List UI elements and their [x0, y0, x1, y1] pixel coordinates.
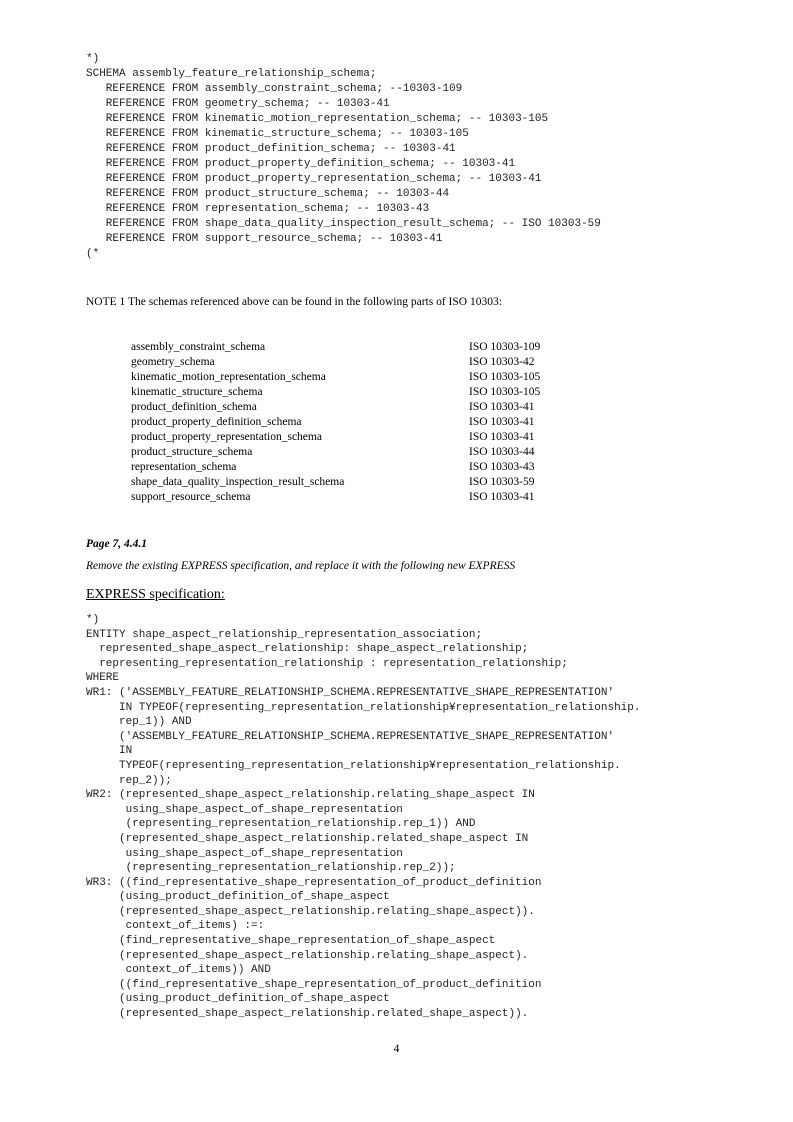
code-line: REFERENCE FROM product_definition_schema; -- 10303-41: [86, 143, 456, 155]
code-line: IN TYPEOF(representing_representation_relationship¥representation_relationship.: [86, 701, 641, 714]
code-line: using_shape_aspect_of_shape_representation: [86, 847, 403, 860]
code-line: (using_product_definition_of_shape_aspect: [86, 993, 390, 1006]
note-1: NOTE 1 The schemas referenced above can be found in the following parts of ISO 10303:: [86, 296, 502, 308]
code-line: REFERENCE FROM kinematic_structure_schema; -- 10303-105: [86, 128, 469, 140]
code-line: rep_2));: [86, 774, 172, 787]
schema-name: product_structure_schema: [131, 446, 253, 458]
iso-part-number: ISO 10303-41: [469, 416, 535, 428]
iso-part-number: ISO 10303-59: [469, 476, 535, 488]
code-line: (representing_representation_relationship.rep_1)) AND: [86, 818, 476, 831]
code-line: context_of_items)) AND: [86, 964, 271, 977]
code-line: REFERENCE FROM assembly_constraint_schema; --10303-109: [86, 83, 463, 95]
code-line: WHERE: [86, 672, 120, 685]
schema-name: assembly_constraint_schema: [131, 341, 266, 353]
schema-table-row: [131, 415, 540, 430]
schema-table-row: [131, 460, 540, 475]
code-line: (using_product_definition_of_shape_aspect: [86, 891, 390, 904]
code-line: represented_shape_aspect_relationship: shape_aspect_relationship;: [86, 643, 529, 656]
schema-name: kinematic_motion_representation_schema: [131, 371, 326, 383]
code-line: REFERENCE FROM kinematic_motion_representation_schema; -- 10303-105: [86, 113, 549, 125]
code-line: representing_representation_relationship : representation_relationship;: [86, 657, 568, 670]
schema-name: shape_data_quality_inspection_result_schema: [131, 476, 345, 488]
schema-table-row: [131, 430, 540, 445]
instruction-text: Remove the existing EXPRESS specification, and replace it with the following new EXPRESS: [86, 560, 516, 572]
code-line: context_of_items) :=:: [86, 920, 265, 933]
iso-part-number: ISO 10303-41: [469, 401, 535, 413]
code-line: REFERENCE FROM geometry_schema; -- 10303-41: [86, 98, 390, 110]
schema-name: representation_schema: [131, 461, 237, 473]
schema-name: support_resource_schema: [131, 491, 251, 503]
schema-table-row: [131, 445, 540, 460]
iso-part-number: ISO 10303-109: [469, 341, 541, 353]
code-line: using_shape_aspect_of_shape_representation: [86, 803, 403, 816]
schema-name: product_definition_schema: [131, 401, 257, 413]
code-line: rep_1)) AND: [86, 716, 192, 729]
schema-name: product_property_definition_schema: [131, 416, 302, 428]
code-line: IN: [86, 745, 133, 758]
code-line: TYPEOF(representing_representation_relationship¥representation_relationship.: [86, 759, 621, 772]
code-line: REFERENCE FROM representation_schema; -- 10303-43: [86, 203, 430, 215]
express-specification-heading: EXPRESS specification:: [86, 587, 225, 602]
iso-part-number: ISO 10303-105: [469, 386, 541, 398]
iso-part-number: ISO 10303-41: [469, 431, 535, 443]
code-line: (find_representative_shape_representation_of_shape_aspect: [86, 935, 496, 948]
schema-name: product_property_representation_schema: [131, 431, 322, 443]
schema-name: kinematic_structure_schema: [131, 386, 263, 398]
code-line: SCHEMA assembly_feature_relationship_schema;: [86, 68, 377, 80]
code-line: WR3: ((find_representative_shape_representation_of_product_definition: [86, 876, 542, 889]
code-line: WR2: (represented_shape_aspect_relationship.relating_shape_aspect IN: [86, 789, 535, 802]
code-line: *): [86, 614, 100, 626]
schema-reference-table: [131, 340, 540, 505]
code-line: (*: [86, 248, 100, 260]
code-line: (representing_representation_relationship.rep_2));: [86, 862, 456, 875]
code-line: (represented_shape_aspect_relationship.relating_shape_aspect).: [86, 949, 529, 962]
schema-table-row: [131, 355, 540, 370]
code-line: REFERENCE FROM shape_data_quality_inspection_result_schema; -- ISO 10303-59: [86, 218, 601, 230]
schema-table-row: [131, 400, 540, 415]
schema-table-row: [131, 340, 540, 355]
page-number: 4: [393, 1043, 400, 1055]
code-line: ENTITY shape_aspect_relationship_representation_association;: [86, 628, 483, 641]
code-line: REFERENCE FROM product_structure_schema; -- 10303-44: [86, 188, 450, 200]
schema-reference-code-block: [86, 52, 601, 262]
schema-table-row: [131, 490, 540, 505]
iso-part-number: ISO 10303-43: [469, 461, 535, 473]
code-line: (represented_shape_aspect_relationship.related_shape_aspect)).: [86, 1008, 529, 1021]
iso-part-number: ISO 10303-42: [469, 356, 535, 368]
schema-table-row: [131, 385, 540, 400]
schema-table-row: [131, 475, 540, 490]
code-line: ((find_representative_shape_representation_of_product_definition: [86, 978, 542, 991]
express-entity-code-block: [86, 613, 641, 1022]
code-line: ('ASSEMBLY_FEATURE_RELATIONSHIP_SCHEMA.REPRESENTATIVE_SHAPE_REPRESENTATION': [86, 730, 615, 743]
code-line: REFERENCE FROM product_property_representation_schema; -- 10303-41: [86, 173, 542, 185]
code-line: WR1: ('ASSEMBLY_FEATURE_RELATIONSHIP_SCHEMA.REPRESENTATIVE_SHAPE_REPRESENTATION': [86, 686, 615, 699]
code-line: (represented_shape_aspect_relationship.related_shape_aspect IN: [86, 832, 529, 845]
code-line: *): [86, 53, 100, 65]
iso-part-number: ISO 10303-44: [469, 446, 535, 458]
schema-name: geometry_schema: [131, 356, 215, 368]
code-line: (represented_shape_aspect_relationship.relating_shape_aspect)).: [86, 905, 535, 918]
code-line: REFERENCE FROM product_property_definition_schema; -- 10303-41: [86, 158, 516, 170]
schema-table-row: [131, 370, 540, 385]
iso-part-number: ISO 10303-41: [469, 491, 535, 503]
page-reference: Page 7, 4.4.1: [86, 538, 148, 550]
code-line: REFERENCE FROM support_resource_schema; -- 10303-41: [86, 233, 443, 245]
iso-part-number: ISO 10303-105: [469, 371, 541, 383]
